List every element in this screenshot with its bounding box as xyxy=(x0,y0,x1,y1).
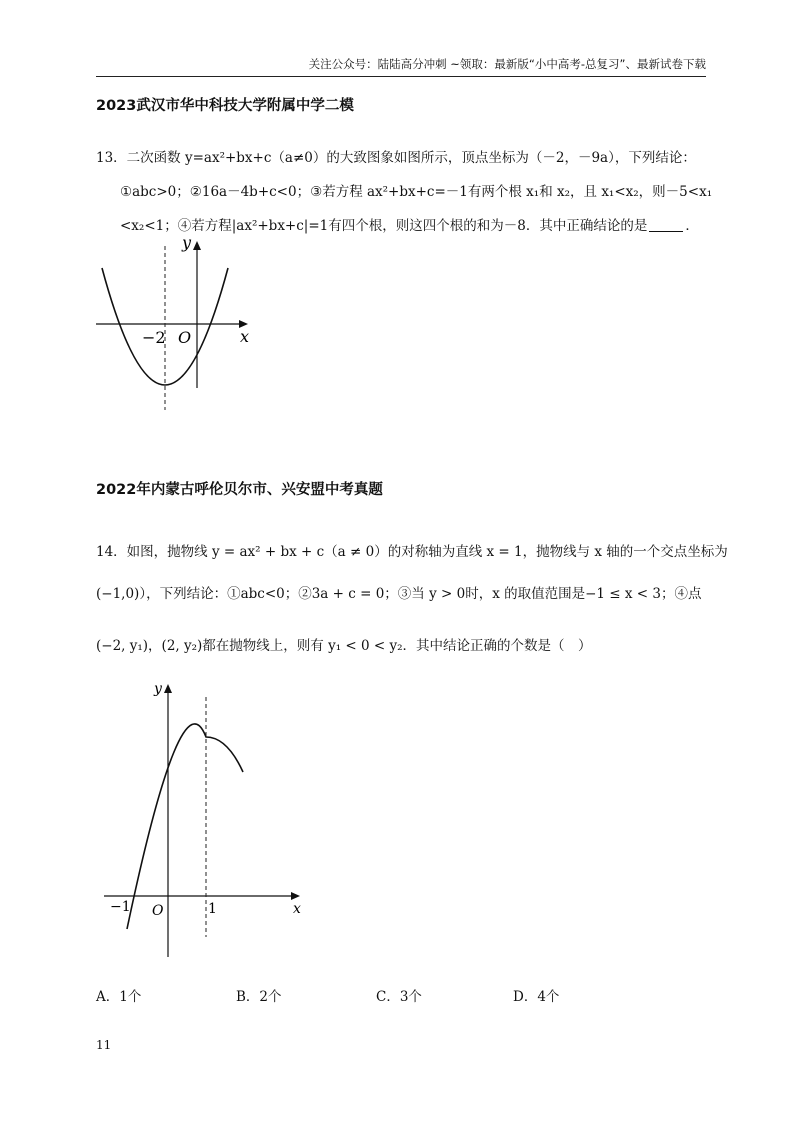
option-b: B．2个 xyxy=(236,989,282,1005)
q14-line-2: (−1,0)），下列结论：①abc<0；②3a + c = 0；③当 y > 0时，x 的取值范围是−1 ≤ x < 3；④点 xyxy=(96,586,702,602)
q14-y-arrow xyxy=(164,684,172,693)
q14-x-label: x xyxy=(293,901,301,917)
q13-line-3-text: <x₂<1；④若方程|ax²+bx+c|=1有四个根，则这四个根的和为－8．其中正确结论的是 xyxy=(120,218,648,234)
q14-tick-neg-label: −1 xyxy=(110,899,131,915)
page-number: 11 xyxy=(96,1038,112,1052)
q14-parabola-graph xyxy=(100,675,310,960)
q13-source-title: 2023武汉市华中科技大学附属中学二模 xyxy=(96,98,354,114)
q13-y-arrow xyxy=(193,241,201,250)
q13-origin-label: O xyxy=(178,328,192,347)
q14-line-1: 14．如图，抛物线 y = ax² + bx + c（a ≠ 0）的对称轴为直线 x = 1，抛物线与 x 轴的一个交点坐标为 xyxy=(96,544,728,560)
q13-line-3-end: ． xyxy=(685,218,699,234)
q14-parabola-curve xyxy=(127,724,243,929)
q13-y-label: y xyxy=(182,233,192,252)
q14-y-label: y xyxy=(154,681,162,697)
q14-line-3: (−2, y₁)，(2, y₂)都在抛物线上，则有 y₁ < 0 < y₂．其中结论正确的个数是（ ） xyxy=(96,638,592,654)
q14-origin-label: O xyxy=(152,903,164,919)
q14-x-arrow xyxy=(291,892,300,900)
q14-tick-pos-label: 1 xyxy=(208,901,217,917)
option-a: A．1个 xyxy=(96,989,142,1005)
q13-line-2: ①abc>0；②16a－4b+c<0；③若方程 ax²+bx+c=－1有两个根 x₁和 x₂，且 x₁<x₂，则－5<x₁ xyxy=(120,184,713,200)
option-c: C．3个 xyxy=(376,989,422,1005)
answer-blank xyxy=(649,231,683,232)
q13-tick-label: −2 xyxy=(142,328,166,347)
q14-source-title: 2022年内蒙古呼伦贝尔市、兴安盟中考真题 xyxy=(96,482,383,498)
q13-line-1: 13．二次函数 y=ax²+bx+c（a≠0）的大致图象如图所示，顶点坐标为（－2，－9a），下列结论： xyxy=(96,150,696,166)
page-header: 关注公众号：陆陆高分冲刺 ~领取：最新版“小中高考-总复习”、最新试卷下载 xyxy=(96,56,706,77)
q13-x-label: x xyxy=(240,327,250,346)
q13-parabola-graph xyxy=(90,228,260,414)
option-d: D．4个 xyxy=(513,989,560,1005)
